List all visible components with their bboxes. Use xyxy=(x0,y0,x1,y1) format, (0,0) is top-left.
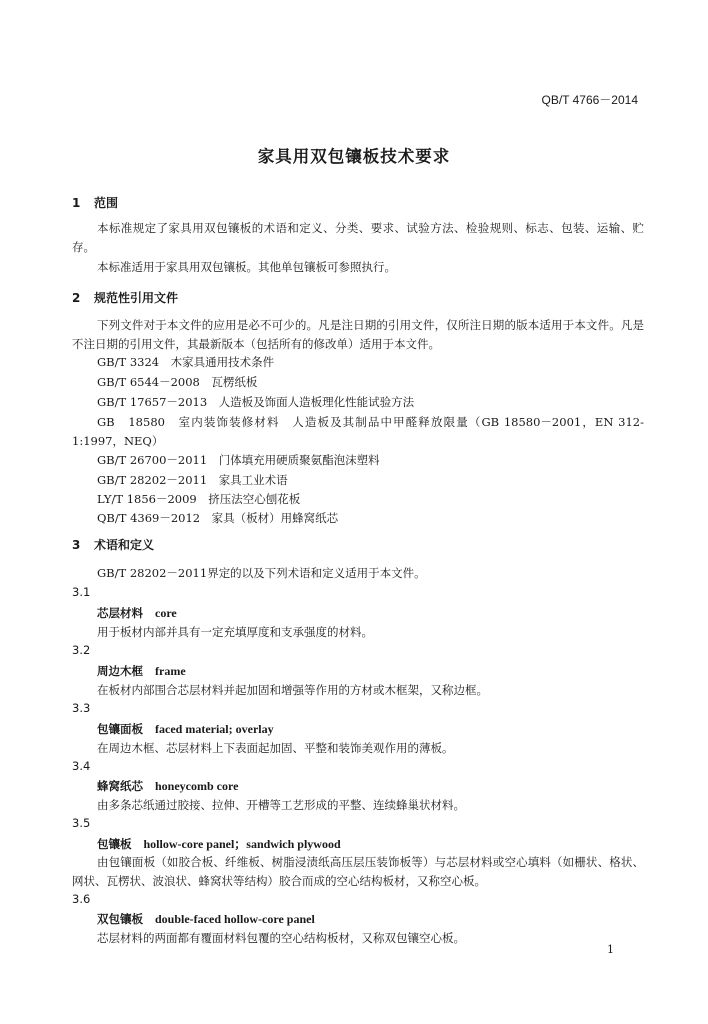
term-cn: 周边木框 xyxy=(97,664,143,678)
term-heading xyxy=(97,605,177,621)
term-en: frame xyxy=(155,664,186,678)
term-cn: 蜂窝纸芯 xyxy=(97,779,143,793)
section-title: 术语和定义 xyxy=(94,538,155,552)
scope-paragraph-2: 本标准适用于家具用双包镶板。其他单包镶板可参照执行。 xyxy=(97,260,396,274)
terms-intro: GB/T 28202－2011界定的以及下列术语和定义适用于本文件。 xyxy=(97,566,426,580)
term-number: 3.4 xyxy=(72,759,91,773)
section-heading-scope xyxy=(72,194,118,211)
term-heading xyxy=(97,778,238,794)
reference-item: GB/T 6544－2008 瓦楞纸板 xyxy=(97,375,258,389)
standard-code: QB/T 4766－2014 xyxy=(541,93,638,107)
reference-item: QB/T 4369－2012 家具（板材）用蜂窝纸芯 xyxy=(97,511,339,525)
term-en: hollow-core panel；sandwich plywood xyxy=(143,837,341,851)
section-number: 1 xyxy=(72,196,81,210)
term-en: core xyxy=(155,606,177,620)
term-heading xyxy=(97,911,315,927)
term-cn: 芯层材料 xyxy=(97,606,143,620)
term-definition: 由包镶面板（如胶合板、纤维板、树脂浸渍纸高压层压装饰板等）与芯层材料或空心填料（如栅状、格状、网状、瓦楞状、波浪状、蜂窝状等结构）胶合而成的空心结构板材，又称空心板。 xyxy=(72,855,644,888)
term-number: 3.6 xyxy=(72,892,91,906)
section-number: 3 xyxy=(72,538,81,552)
reference-item: GB/T 3324 木家具通用技术条件 xyxy=(97,355,275,369)
section-number: 2 xyxy=(72,291,81,305)
section-title: 范围 xyxy=(94,196,119,210)
term-heading xyxy=(97,663,186,679)
term-heading xyxy=(97,835,341,852)
term-definition: 在周边木框、芯层材料上下表面起加固、平整和装饰美观作用的薄板。 xyxy=(97,741,454,755)
term-cn: 包镶面板 xyxy=(97,722,143,736)
term-definition: 用于板材内部并具有一定充填厚度和支承强度的材料。 xyxy=(97,625,373,639)
reference-item: GB 18580 室内装饰装修材料 人造板及其制品中甲醛释放限量（GB 18580－2001，EN 312-1:1997，NEQ） xyxy=(72,415,644,448)
section-title: 规范性引用文件 xyxy=(94,291,179,305)
document-title: 家具用双包镶板技术要求 xyxy=(257,147,451,166)
term-cn: 双包镶板 xyxy=(97,912,143,926)
term-definition: 由多条芯纸通过胶接、拉伸、开槽等工艺形成的平整、连续蜂巢状材料。 xyxy=(97,798,465,812)
reference-item: GB/T 28202－2011 家具工业术语 xyxy=(97,473,288,487)
references-intro: 下列文件对于本文件的应用是必不可少的。凡是注日期的引用文件，仅所注日期的版本适用于本文件。凡是不注日期的引用文件，其最新版本（包括所有的修改单）适用于本文件。 xyxy=(72,318,644,351)
term-number: 3.2 xyxy=(72,643,91,657)
term-en: faced material; overlay xyxy=(155,722,274,736)
term-number: 3.5 xyxy=(72,816,91,830)
reference-item: LY/T 1856－2009 挤压法空心刨花板 xyxy=(97,492,301,506)
scope-paragraph-1: 本标准规定了家具用双包镶板的术语和定义、分类、要求、试验方法、检验规则、标志、包装、运输、贮存。 xyxy=(72,221,644,254)
page-number: 1 xyxy=(607,943,614,956)
section-heading-normative-references xyxy=(72,289,178,306)
term-number: 3.3 xyxy=(72,701,91,715)
term-definition: 在板材内部围合芯层材料并起加固和增强等作用的方材或木框架，又称边框。 xyxy=(97,683,488,697)
term-en: double-faced hollow-core panel xyxy=(155,912,315,926)
term-cn: 包镶板 xyxy=(97,837,132,851)
term-definition: 芯层材料的两面都有覆面材料包覆的空心结构板材，又称双包镶空心板。 xyxy=(97,931,465,945)
section-heading-terms-definitions xyxy=(72,536,154,553)
term-number: 3.1 xyxy=(72,585,91,599)
term-en: honeycomb core xyxy=(155,779,239,793)
term-heading xyxy=(97,721,274,737)
reference-item: GB/T 17657－2013 人造板及饰面人造板理化性能试验方法 xyxy=(97,395,415,409)
reference-item: GB/T 26700－2011 门体填充用硬质聚氨酯泡沫塑料 xyxy=(97,453,380,467)
